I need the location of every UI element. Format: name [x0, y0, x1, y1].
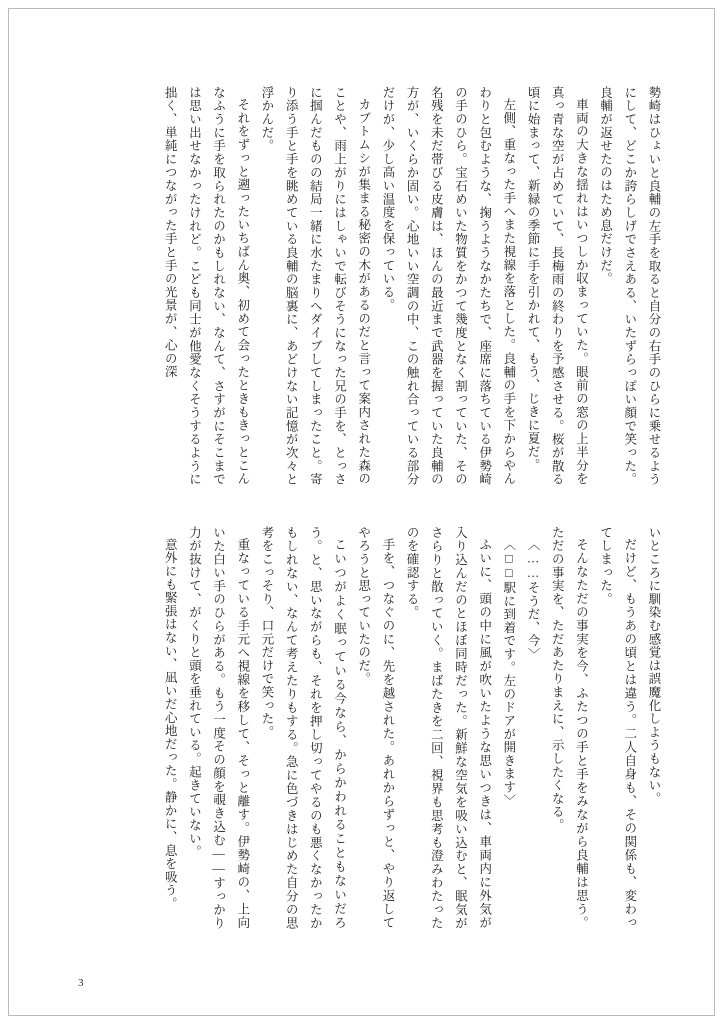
paragraph: 手を、つなぐのに、先を越された。あれからずっと、やり返してやろうと思っていたのだ。: [356, 526, 395, 930]
paragraph: 意外にも緊張はない、凪いだ心地だった。静かに、息を吸う。: [163, 538, 178, 911]
paragraph: だけど、もうあの頃とは違う。二人自身も、その関係も、変わってしまった。: [598, 526, 637, 930]
paragraph: そんなただの事実を今、ふたつの手と手をみながら良輔は思う。ただの事実を、ただあたりまえに、示したくなる。: [550, 526, 589, 930]
paragraph: いところに馴染む感覚は誤魔化しようもない。: [647, 526, 661, 806]
body-text-block-upper: [34, 86, 666, 486]
paragraph: 左側、重なった手へまた視線を落とした。良輔の手を下からやんわりと包むような、掬うようなかたちで、座席に落ちている伊勢崎の手のひら。宝石めいた物質をかつて幾度となく割っていた、その名残を未だ帯びる皮膚は、ほんの最近まで武器を握っていた良輔の方が、いくらか固い。心地いい空調の中、この触れ合っている部分だけが、少し高い温度を保っている。: [380, 86, 516, 486]
paragraph: 勢崎はひょいと良輔の左手を取ると自分の右手のひらに乗せるようにして、どこか誇らしげでさえある、いたずらっぽい顔で笑った。良輔が返せたのはため息だけだ。: [598, 86, 661, 486]
paragraph: 〈□□駅に到着です。左のドアが開きます〉: [501, 538, 516, 808]
paragraph: 車両の大きな揺れはいつしか収まっていた。眼前の窓の上半分を真っ青な空が占めていて、長梅雨の終わりを予感させる。桜が散る頃に始まって、新緑の季節に手を引かれて、もう、じきに夏だ。: [526, 86, 589, 486]
paragraph: それをずっと遡ったいちばん奥、初めて会ったときもきっとこんなふうに手を取られたのかもしれない、なんて、さすがにそこまでは思い出せなかったけれど。こども同士が他愛なくそうするように拙く、単純につながった手と手の光景が、心の深: [163, 86, 250, 486]
paragraph: こいつがよく眠っている今なら、からかわれることもないだろう。と、思いながらも、それを押し切ってやるのも悪くなかったかもしれない、なんて考えたりもする。急に色づきはじめた自分の思考をこっそり、口元だけで笑った。: [260, 526, 347, 930]
paragraph: カブトムシが集まる秘密の木があるのだと言って案内された森のことや、雨上がりにはしゃいで転びそうになった兄の手を、とっさに掴んだものの結局一緒に水たまりへダイブしてしまったこと。寄り添う手と手を眺めている良輔の脳裏に、あどけない記憶が次々と浮かんだ。: [260, 86, 371, 486]
paragraph: 重なっている手元へ視線を移して、そっと離す。伊勢崎の、上向いた白い手のひらがある。もう一度その顔を覗き込む——すっかり力が抜けて、がくりと頭を垂れている。起きていない。: [187, 526, 250, 930]
page-number: 3: [78, 977, 84, 989]
paragraph: 〈……そうだ、今〉: [526, 538, 541, 662]
body-text-block-lower: [34, 526, 666, 930]
paragraph: ふいに、頭の中に風が吹いたような思いつきは、車両内に外気が入り込んだのとほぼ同時だった。新鮮な空気を吸い込むと、眠気がさらりと散っていく。まばたきを二回、視界も思考も澄みわたったのを確認する。: [405, 526, 492, 930]
